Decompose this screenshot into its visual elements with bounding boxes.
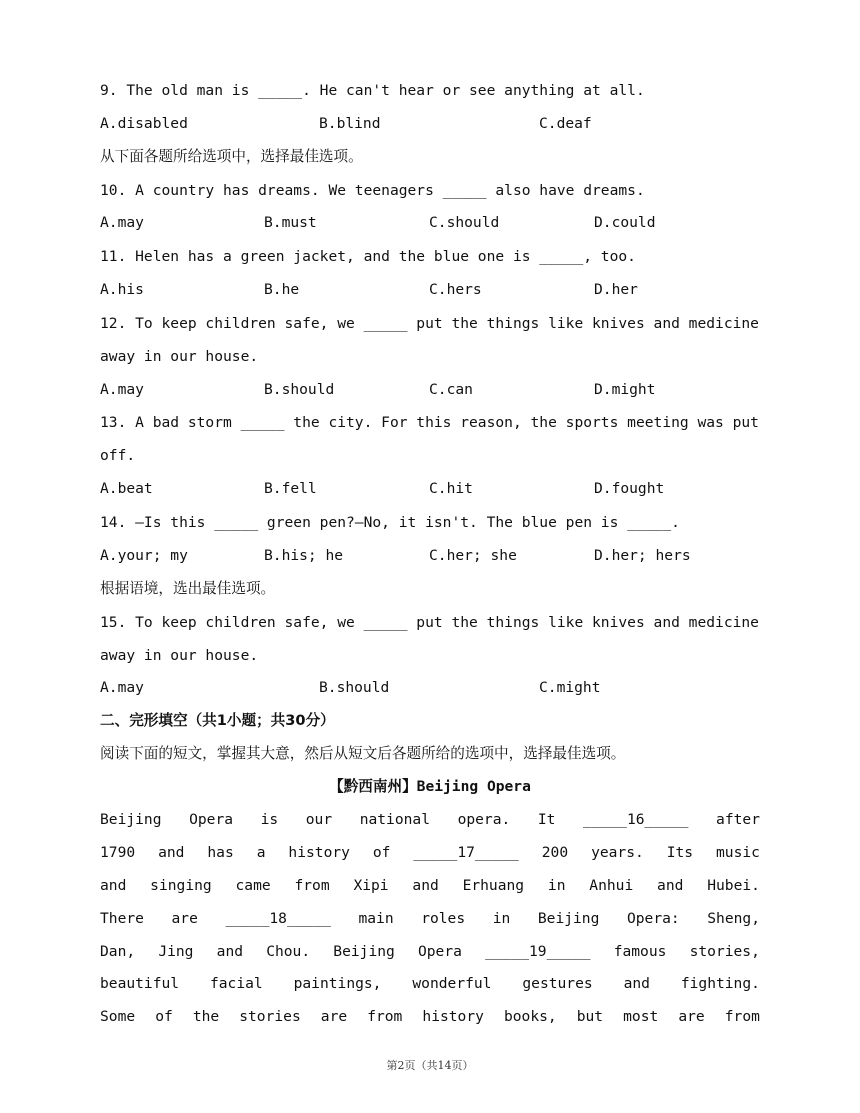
passage-line [100, 974, 760, 994]
passage-word: are [171, 910, 198, 927]
page-footer: 第2页（共14页） [386, 1059, 474, 1072]
passage-word: Beijing [333, 943, 395, 960]
option-b: B.he [264, 281, 300, 298]
option-c: C.might [539, 679, 601, 696]
question-11: 11. Helen has a green jacket, and the blue one is _____, too. [100, 248, 636, 265]
option-b: B.fell [264, 480, 317, 497]
option-c: C.can [429, 381, 473, 398]
passage-word: of [372, 844, 391, 861]
passage-word: stories, [689, 943, 760, 960]
passage-word: and [158, 844, 185, 861]
passage-word: Erhuang [462, 877, 525, 894]
passage-word: _____18_____ [225, 910, 331, 927]
passage-word: singing [150, 877, 212, 894]
passage-title: 【黔西南州】Beijing Opera [329, 778, 531, 795]
option-c: C.deaf [539, 115, 592, 132]
passage-word: and [412, 877, 439, 894]
passage-word: are [678, 1008, 705, 1025]
passage-word: Opera: [626, 910, 680, 927]
passage-word: Its [666, 844, 694, 861]
passage-word: a [256, 844, 266, 861]
option-a: A.beat [100, 480, 153, 497]
passage-word: national [359, 811, 430, 828]
passage-word: our [305, 811, 333, 828]
question-14: 14. —Is this _____ green pen?—No, it isn't. The blue pen is _____. [100, 514, 680, 531]
passage-word: beautiful [100, 975, 180, 992]
section-instruction: 阅读下面的短文，掌握其大意，然后从短文后各题所给的选项中，选择最佳选项。 [100, 745, 626, 762]
passage-word: but [576, 1008, 604, 1025]
question-12-line1: 12. To keep children safe, we _____ put the things like knives and medicine [100, 315, 759, 332]
passage-word: Beijing [100, 811, 162, 828]
passage-word: 200 [541, 844, 569, 861]
passage-word: paintings, [293, 975, 382, 992]
option-a: A.your; my [100, 547, 188, 564]
question-10: 10. A country has dreams. We teenagers _____ also have dreams. [100, 182, 645, 199]
passage-word: in [492, 910, 511, 927]
question-12-line2: away in our house. [100, 348, 259, 365]
passage-word: fighting. [680, 975, 760, 992]
option-a: A.may [100, 214, 144, 231]
passage-word: came [235, 877, 271, 894]
passage-word: _____17_____ [413, 844, 519, 861]
passage-word: history [288, 844, 350, 861]
option-d: D.her [594, 281, 638, 298]
passage-word: Some [100, 1008, 136, 1025]
passage-word: the [192, 1008, 220, 1025]
passage-word: and [216, 943, 244, 960]
passage-word: wonderful [412, 975, 492, 992]
passage-word: Chou. [266, 943, 311, 960]
passage-word: years. [591, 844, 644, 861]
passage-word: Dan, [100, 943, 136, 960]
passage-word: 1790 [100, 844, 136, 861]
passage-word: after [716, 811, 760, 828]
option-a: A.his [100, 281, 144, 298]
option-a: A.may [100, 679, 144, 696]
instruction: 根据语境，选出最佳选项。 [100, 580, 276, 597]
option-b: B.blind [319, 115, 381, 132]
option-c: C.hit [429, 480, 473, 497]
passage-line [100, 1007, 760, 1027]
option-a: A.disabled [100, 115, 188, 132]
option-c: C.should [429, 214, 500, 231]
passage-word: and [100, 877, 127, 894]
option-b: B.should [319, 679, 390, 696]
passage-word: in [547, 877, 566, 894]
passage-word: is [260, 811, 279, 828]
question-15-line2: away in our house. [100, 647, 259, 664]
option-b: B.his; he [264, 547, 344, 564]
passage-word: It [537, 811, 556, 828]
option-b: B.must [264, 214, 317, 231]
passage-word: books, [503, 1008, 557, 1025]
passage-word: Opera [417, 943, 462, 960]
passage-word: are [320, 1008, 348, 1025]
passage-word: main [358, 910, 394, 927]
passage-word: _____16_____ [583, 811, 689, 828]
passage-line [100, 909, 760, 929]
passage-word: facial [209, 975, 263, 992]
passage-line [100, 810, 760, 830]
passage-word: most [623, 1008, 659, 1025]
option-a: A.may [100, 381, 144, 398]
passage-word: Hubei. [707, 877, 760, 894]
option-d: D.her; hers [594, 547, 691, 564]
question-15-line1: 15. To keep children safe, we _____ put the things like knives and medicine [100, 614, 759, 631]
passage-word: famous [613, 943, 667, 960]
passage-word: opera. [457, 811, 511, 828]
option-b: B.should [264, 381, 335, 398]
passage-line [100, 942, 760, 962]
passage-word: from [724, 1008, 760, 1025]
passage-word: gestures [522, 975, 593, 992]
question-9: 9. The old man is _____. He can't hear or see anything at all. [100, 82, 645, 99]
passage-word: from [294, 877, 330, 894]
passage-word: _____19_____ [485, 943, 591, 960]
passage-word: stories [239, 1008, 301, 1025]
passage-word: Opera [189, 811, 234, 828]
passage-word: roles [421, 910, 466, 927]
option-d: D.could [594, 214, 656, 231]
passage-word: There [100, 910, 144, 927]
passage-word: and [623, 975, 650, 992]
passage-word: of [155, 1008, 173, 1025]
passage-word: music [716, 844, 760, 861]
passage-word: Jing [158, 943, 194, 960]
passage-word: has [207, 844, 234, 861]
section-heading: 二、完形填空（共1小题；共30分） [100, 712, 335, 729]
option-d: D.fought [594, 480, 665, 497]
instruction: 从下面各题所给选项中，选择最佳选项。 [100, 148, 363, 165]
passage-word: and [657, 877, 684, 894]
option-c: C.hers [429, 281, 482, 298]
passage-word: history [422, 1008, 484, 1025]
option-d: D.might [594, 381, 656, 398]
passage-word: Sheng, [707, 910, 760, 927]
passage-word: Anhui [589, 877, 634, 894]
passage-word: from [367, 1008, 403, 1025]
passage-line [100, 843, 760, 863]
question-13-line2: off. [100, 447, 136, 464]
option-c: C.her; she [429, 547, 517, 564]
passage-line [100, 876, 760, 896]
passage-word: Beijing [537, 910, 600, 927]
passage-word: Xipi [353, 877, 389, 894]
question-13-line1: 13. A bad storm _____ the city. For this reason, the sports meeting was put [100, 414, 759, 431]
